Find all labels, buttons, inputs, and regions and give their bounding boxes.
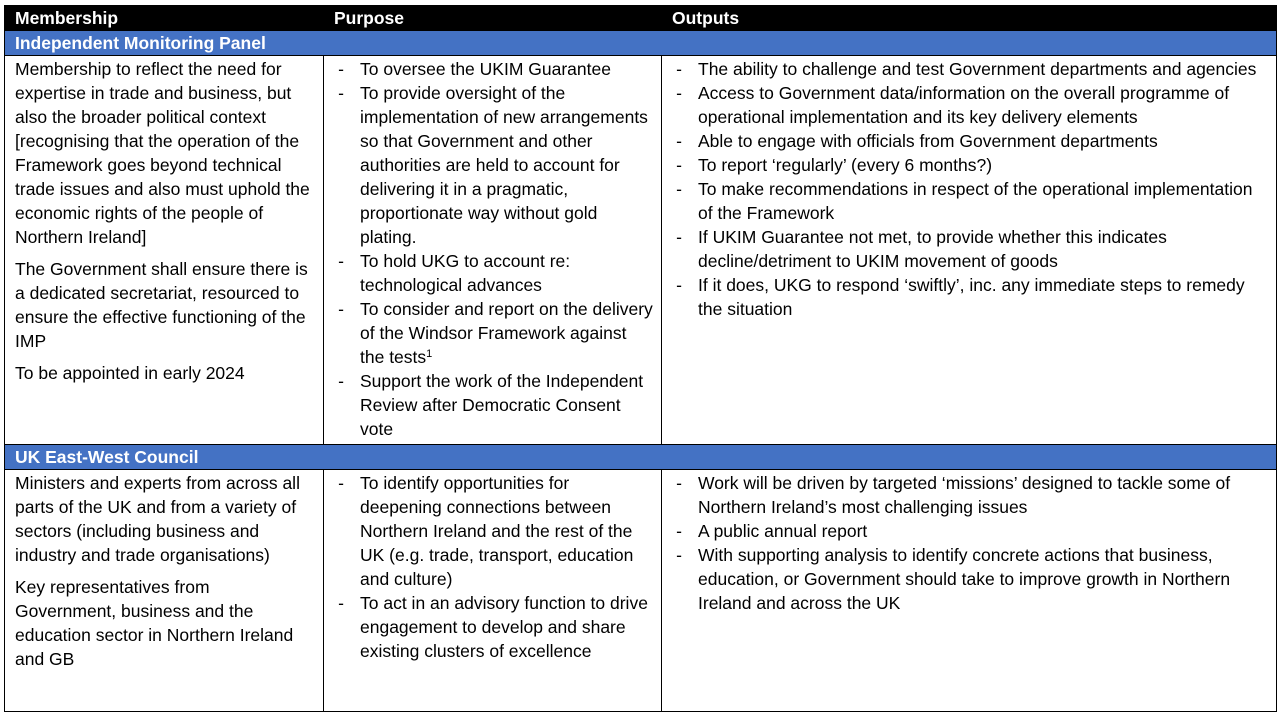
list-item-text: To report ‘regularly’ (every 6 months?) — [698, 155, 993, 175]
membership-cell — [5, 470, 324, 712]
list-item-text: With supporting analysis to identify concrete actions that business, education, or Government should take to improve growth in Northern Ireland and across the UK — [698, 545, 1231, 613]
header-membership: Membership — [5, 6, 324, 31]
table-row — [5, 470, 1277, 712]
list-item — [672, 273, 1268, 321]
purpose-list — [334, 57, 653, 441]
header-outputs: Outputs — [662, 6, 1277, 31]
section-title: Independent Monitoring Panel — [5, 31, 1277, 56]
outputs-list — [672, 471, 1268, 615]
dash-bullet: - — [676, 59, 682, 79]
list-item — [672, 57, 1268, 81]
list-item — [334, 369, 653, 441]
dash-bullet: - — [676, 131, 682, 151]
section-row-imp — [5, 31, 1277, 56]
list-item-text: Able to engage with officials from Government departments — [698, 131, 1158, 151]
dash-bullet: - — [676, 155, 682, 175]
dash-bullet: - — [676, 521, 682, 541]
list-item-text: If it does, UKG to respond ‘swiftly’, inc. any immediate steps to remedy the situation — [698, 275, 1245, 319]
list-item-text: Work will be driven by targeted ‘missions’ designed to tackle some of Northern Ireland’s most challenging issues — [698, 473, 1231, 517]
outputs-cell — [662, 470, 1277, 712]
dash-bullet: - — [676, 545, 682, 565]
list-item — [672, 471, 1268, 519]
outputs-cell — [662, 56, 1277, 445]
membership-paragraph: Key representatives from Government, business and the education sector in Northern Ireland and GB — [15, 577, 294, 669]
section-title: UK East-West Council — [5, 445, 1277, 470]
dash-bullet: - — [338, 59, 344, 79]
list-item — [672, 543, 1268, 615]
outputs-list — [672, 57, 1268, 321]
table-header — [5, 6, 1277, 31]
membership-paragraph: Ministers and experts from across all parts of the UK and from a variety of sectors (including business and industry and trade organisations) — [15, 473, 300, 565]
list-item-text: To provide oversight of the implementation of new arrangements so that Government and other authorities are held to account for delivering it in a pragmatic, proportionate way without gold plating. — [360, 83, 648, 247]
membership-paragraph: Membership to reflect the need for expertise in trade and business, but also the broader political context [recognising that the operation of the Framework goes beyond technical trade issues and also must uphold the economic rights of the people of Northern Ireland] — [15, 59, 310, 247]
list-item-text: To make recommendations in respect of the operational implementation of the Framework — [698, 179, 1253, 223]
purpose-list — [334, 471, 653, 663]
table-row — [5, 56, 1277, 445]
dash-bullet: - — [338, 593, 344, 613]
list-item — [672, 519, 1268, 543]
list-item — [334, 591, 653, 663]
dash-bullet: - — [676, 227, 682, 247]
list-item-text: To oversee the UKIM Guarantee — [360, 59, 611, 79]
dash-bullet: - — [338, 83, 344, 103]
header-purpose: Purpose — [324, 6, 662, 31]
dash-bullet: - — [676, 179, 682, 199]
list-item — [334, 297, 653, 369]
list-item — [672, 177, 1268, 225]
dash-bullet: - — [338, 299, 344, 319]
dash-bullet: - — [338, 371, 344, 391]
dash-bullet: - — [338, 473, 344, 493]
list-item — [672, 129, 1268, 153]
list-item-text: To act in an advisory function to drive engagement to develop and share existing clusters of excellence — [360, 593, 648, 661]
list-item — [672, 153, 1268, 177]
list-item-text: Access to Government data/information on the overall programme of operational implementation and its key delivery elements — [698, 83, 1230, 127]
membership-paragraph: The Government shall ensure there is a dedicated secretariat, resourced to ensure the effective functioning of the IMP — [15, 259, 308, 351]
purpose-cell — [324, 56, 662, 445]
membership-paragraph: To be appointed in early 2024 — [15, 363, 245, 383]
dash-bullet: - — [338, 251, 344, 271]
list-item-text: To consider and report on the delivery of the Windsor Framework against the tests — [360, 299, 653, 367]
header-row — [5, 6, 1277, 31]
dash-bullet: - — [676, 83, 682, 103]
list-item-text: A public annual report — [698, 521, 868, 541]
dash-bullet: - — [676, 275, 682, 295]
list-item — [334, 471, 653, 591]
list-item — [672, 225, 1268, 273]
list-item — [672, 81, 1268, 129]
section-row-east-west-council — [5, 445, 1277, 470]
list-item-text: The ability to challenge and test Government departments and agencies — [698, 59, 1257, 79]
list-item — [334, 249, 653, 297]
governance-table — [4, 5, 1277, 712]
list-item — [334, 81, 653, 249]
purpose-cell — [324, 470, 662, 712]
list-item-text: To identify opportunities for deepening connections between Northern Ireland and the rest of the UK (e.g. trade, transport, education and culture) — [360, 473, 634, 589]
list-item-text: To hold UKG to account re: technological advances — [360, 251, 571, 295]
dash-bullet: - — [676, 473, 682, 493]
footnote-reference[interactable]: 1 — [426, 348, 433, 360]
list-item-text: Support the work of the Independent Review after Democratic Consent vote — [360, 371, 644, 439]
membership-cell — [5, 56, 324, 445]
list-item — [334, 57, 653, 81]
list-item-text: If UKIM Guarantee not met, to provide whether this indicates decline/detriment to UKIM movement of goods — [698, 227, 1167, 271]
